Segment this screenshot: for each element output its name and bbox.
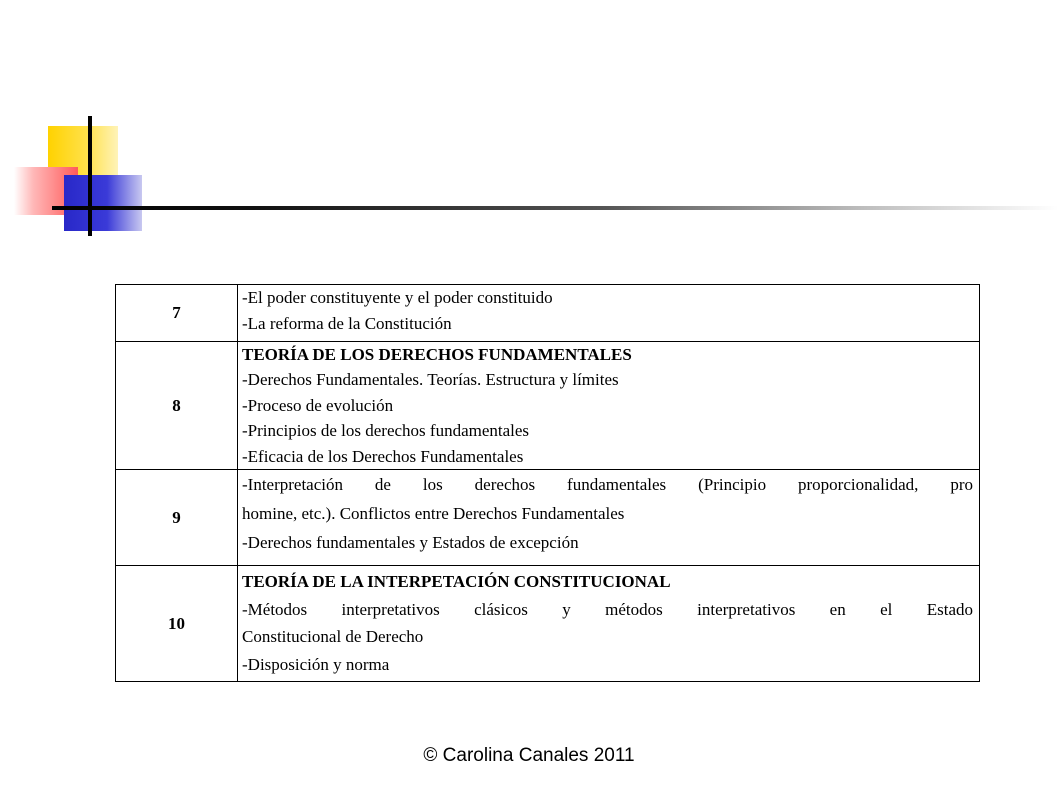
decorative-blue-square (64, 175, 142, 231)
copyright-footer: © Carolina Canales 2011 (423, 745, 635, 766)
topic-line: -Derechos fundamentales y Estados de excepción (242, 533, 579, 553)
unit-content (238, 470, 980, 566)
topic-line: -Disposición y norma (242, 654, 390, 674)
unit-number: 9 (116, 470, 238, 566)
table-row (116, 470, 980, 566)
topic-line: -Interpretación de los derechos fundamentales (Principio proporcionalidad, pro (242, 475, 973, 495)
unit-number: 8 (116, 342, 238, 470)
topic-line: -El poder constituyente y el poder constituido (242, 288, 553, 307)
table-row (116, 566, 980, 682)
unit-number: 7 (116, 285, 238, 342)
topic-line: homine, etc.). Conflictos entre Derechos Fundamentales (242, 504, 625, 524)
topic-line: -Principios de los derechos fundamentales (242, 421, 530, 441)
table-row (116, 342, 980, 470)
unit-content (238, 285, 980, 342)
table-row (116, 285, 980, 342)
unit-content (238, 566, 980, 682)
topic-line: Constitucional de Derecho (242, 627, 424, 647)
unit-content (238, 342, 980, 470)
topic-line: -Derechos Fundamentales. Teorías. Estructura y límites (242, 370, 619, 390)
decorative-vertical-line (88, 116, 92, 236)
unit-heading: TEORÍA DE LOS DERECHOS FUNDAMENTALES (242, 345, 632, 364)
unit-heading: TEORÍA DE LA INTERPETACIÓN CONSTITUCIONAL (242, 572, 671, 592)
unit-number: 10 (116, 566, 238, 682)
decorative-horizontal-rule (52, 206, 1058, 210)
syllabus-table (115, 284, 980, 682)
topic-line: -La reforma de la Constitución (242, 313, 452, 333)
topic-line: -Métodos interpretativos clásicos y métodos interpretativos en el Estado (242, 599, 973, 619)
topic-line: -Eficacia de los Derechos Fundamentales (242, 446, 524, 466)
topic-line: -Proceso de evolución (242, 395, 394, 415)
